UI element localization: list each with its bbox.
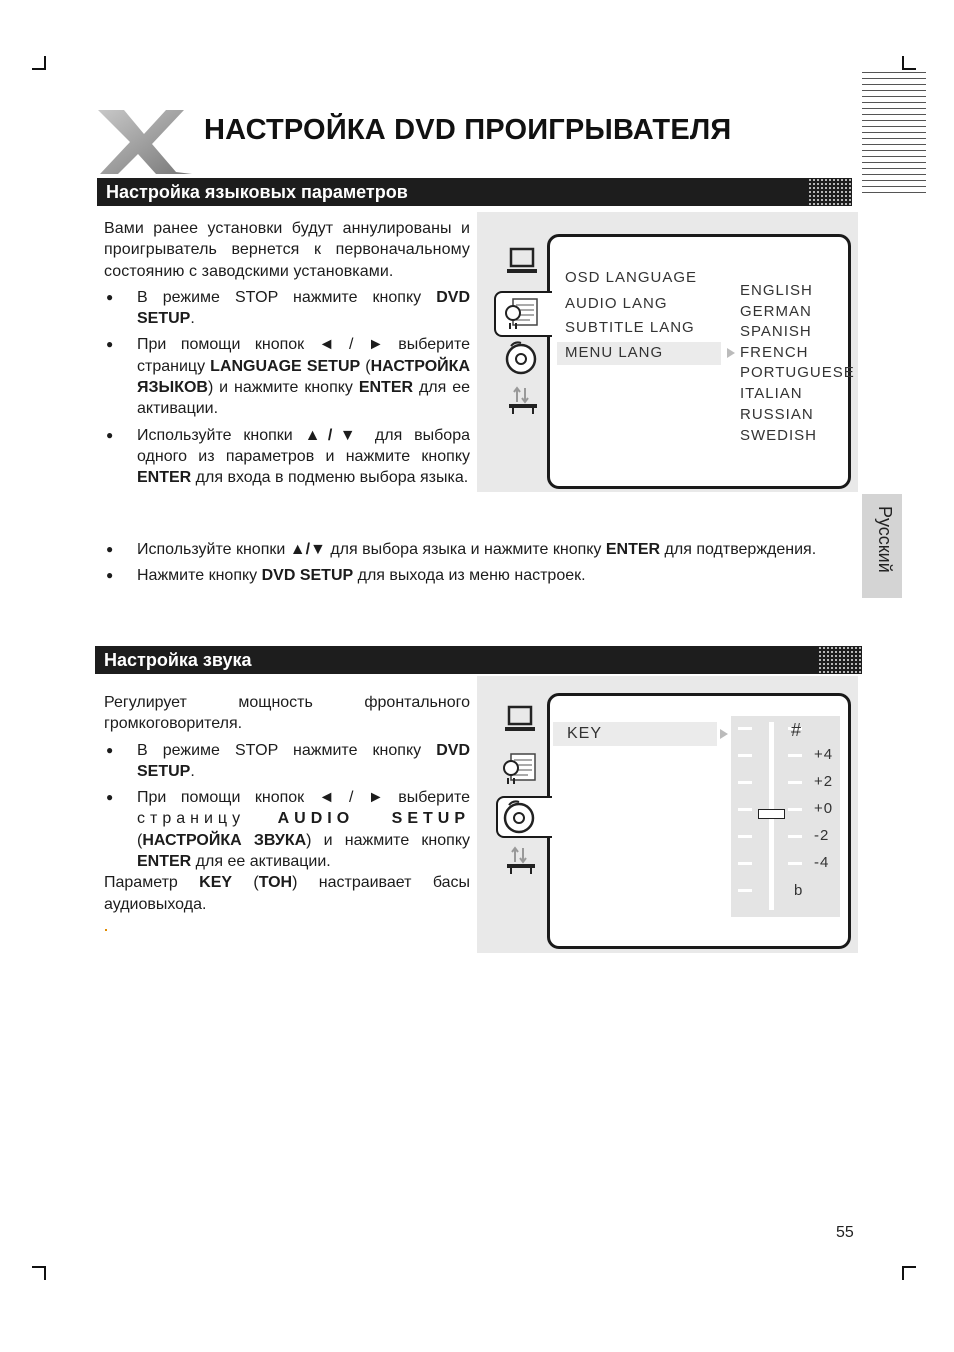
audio-key-note: Параметр KEY (ТОН) настраивает басы аудиовыхода. [104,874,471,913]
slider-label-sharp: # [791,720,803,740]
osd-item-osd-language[interactable]: OSD LANGUAGE [565,269,698,286]
slider-tick [788,862,802,865]
osd-lang-german[interactable]: GERMAN [740,303,812,320]
language-steps-list [104,287,470,489]
section-heading-language-text: Настройка языковых параметров [106,182,408,202]
crop-mark-bottom-right [902,1266,916,1280]
slider-label-plus2: +2 [814,773,834,790]
osd-lang-portuguese[interactable]: PORTUGUESE [740,364,855,381]
audio-setup-screen [477,676,858,953]
slider-tick [738,862,752,865]
decorative-stripes [862,72,926,198]
brand-logo [96,110,196,176]
section-heading-language [97,178,852,206]
slider-tick [738,889,752,892]
slider-label-flat: b [794,882,804,899]
slider-tick [788,754,802,757]
slider-tick [738,781,752,784]
section-heading-audio [95,646,862,674]
slider-label-minus2: -2 [814,827,830,844]
slider-tick [738,808,752,811]
slider-label-minus4: -4 [814,854,830,871]
language-icon [499,750,539,790]
crop-mark-top-left [32,56,46,70]
key-slider-panel[interactable] [731,716,840,917]
audio-step-1: ● В режиме STOP нажмите кнопку DVD SETUP. [104,740,470,783]
language-step-4: ● Используйте кнопки ▲/▼ для выбора языка и нажмите кнопку ENTER для подтверждения. [104,539,850,560]
language-step-1: ● В режиме STOP нажмите кнопку DVD SETUP. [104,287,470,330]
language-step-3: ● Используйте кнопки ▲/▼ для выбора одного из параметров и нажмите кнопку ENTER для входа в подменю выбора языка. [104,425,470,489]
osd-lang-spanish[interactable]: SPANISH [740,323,812,340]
slider-label-plus0: +0 [814,800,834,817]
osd-lang-italian[interactable]: ITALIAN [740,385,803,402]
tv-icon [501,702,541,742]
audio-text-column [104,692,470,915]
language-text-full-width [104,534,850,587]
slider-tick [738,727,752,730]
osd-submenu-arrow [720,729,728,739]
audio-disc-icon [501,338,541,378]
side-language-label: Русский [875,506,895,573]
slider-tick [738,754,752,757]
language-step-5: ● Нажмите кнопку DVD SETUP для выхода из меню настроек. [104,565,850,586]
section-heading-pattern [818,646,862,674]
preference-icon [503,384,543,424]
page-number: 55 [836,1224,854,1241]
osd-item-key[interactable]: KEY [567,725,603,742]
tv-icon [503,244,543,284]
language-icon [501,295,541,335]
slider-tick [788,781,802,784]
language-step-2: ● При помощи кнопок ◄ / ► выберите страницу LANGUAGE SETUP (НАСТРОЙКА ЯЗЫКОВ) и нажмите кнопку ENTER для ее активации. [104,334,470,419]
language-text-column [104,218,470,489]
audio-intro: Регулирует мощность фронтального громкоговорителя. [104,694,470,733]
osd-item-audio-lang[interactable]: AUDIO LANG [565,295,668,312]
slider-tick [738,835,752,838]
osd-item-subtitle-lang[interactable]: SUBTITLE LANG [565,319,695,336]
osd-lang-swedish[interactable]: SWEDISH [740,427,818,444]
osd-lang-russian[interactable]: RUSSIAN [740,406,814,423]
page-title: НАСТРОЙКА DVD ПРОИГРЫВАТЕЛЯ [204,114,732,146]
crop-mark-bottom-left [32,1266,46,1280]
small-orange-mark [105,929,107,931]
section-heading-pattern [808,178,852,206]
audio-step-2: ● При помощи кнопок ◄ / ► выберите страницу AUDIO SETUP (НАСТРОЙКА ЗВУКА) и нажмите кнопку ENTER для ее активации. [104,787,470,872]
crop-mark-top-right [902,56,916,70]
language-steps-list-cont [104,539,850,587]
osd-item-menu-lang[interactable]: MENU LANG [565,344,664,361]
osd-lang-english[interactable]: ENGLISH [740,282,813,299]
slider-tick [788,808,802,811]
side-language-tab [862,494,902,598]
preference-icon [501,844,541,884]
osd-submenu-arrow [727,348,735,358]
key-slider-handle[interactable] [758,809,785,819]
slider-tick [788,835,802,838]
audio-steps-list [104,740,470,873]
language-intro: Вами ранее установки будут аннулированы и проигрыватель вернется к первоначальному состоянию с заводскими установками. [104,220,470,280]
osd-lang-french[interactable]: FRENCH [740,344,809,361]
section-heading-audio-text: Настройка звука [104,650,252,670]
audio-disc-icon [499,797,539,837]
slider-label-plus4: +4 [814,746,834,763]
language-setup-screen [477,212,858,492]
